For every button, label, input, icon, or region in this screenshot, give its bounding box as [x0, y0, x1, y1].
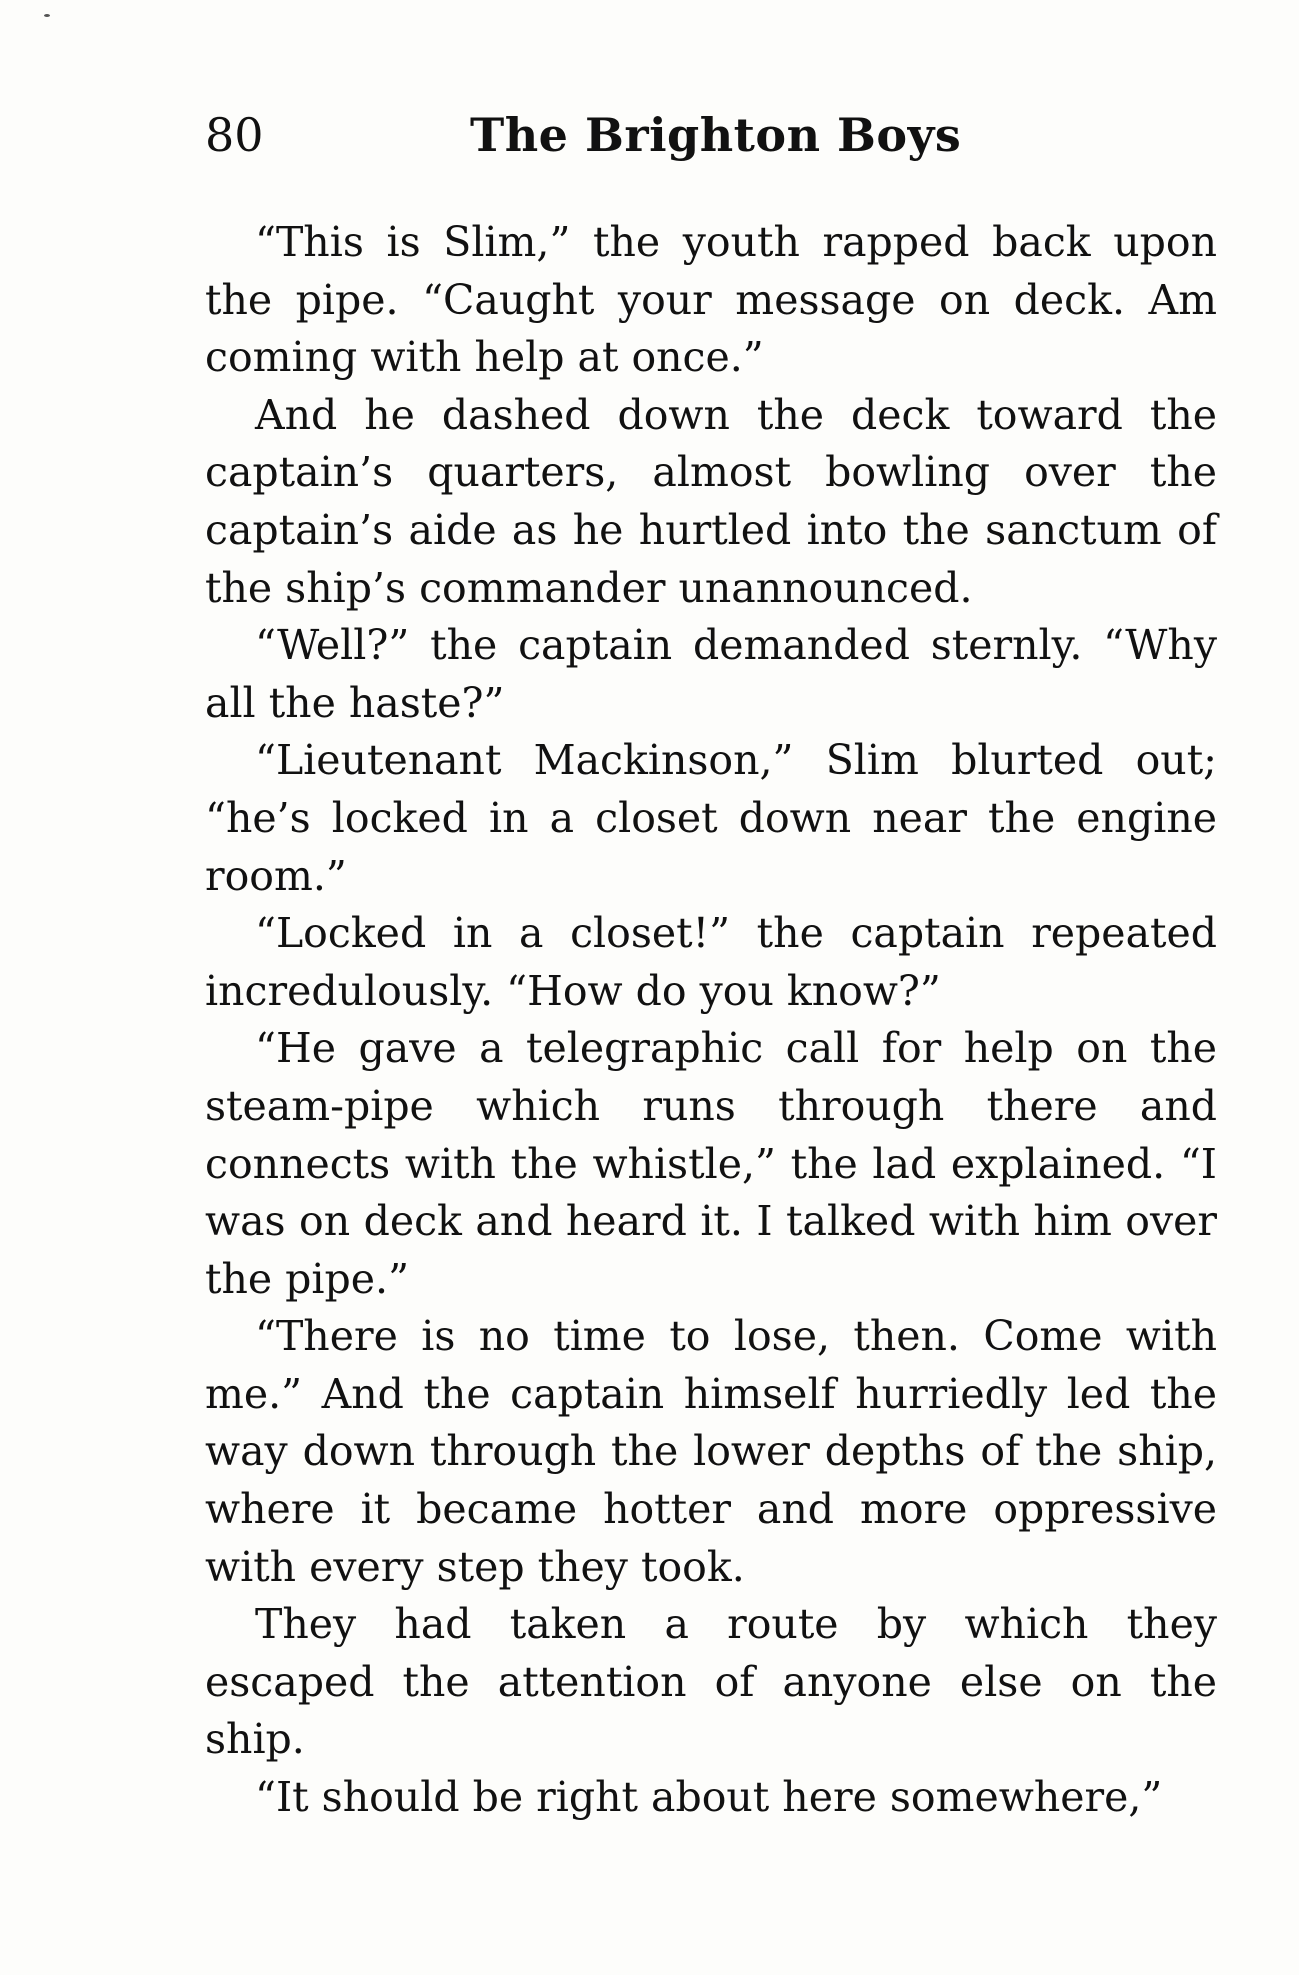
paragraph: And he dashed down the deck toward the captain’s quarters, almost bowling over the captain’s aide as he hurtled into the sanctum of the ship’s commander unannounced.: [205, 390, 1217, 612]
paragraph: “Well?” the captain demanded sternly. “Why all the haste?”: [205, 621, 1217, 727]
paragraph: They had taken a route by which they escaped the attention of anyone else on the ship.: [205, 1600, 1217, 1764]
paragraph: “There is no time to lose, then. Come with me.” And the captain himself hurriedly led the way down through the lower depths of the ship, where it became hotter and more oppressive with every step they took.: [205, 1312, 1217, 1591]
page-header: [205, 100, 1205, 170]
paragraph: “Lieutenant Mackinson,” Slim blurted out; “he’s locked in a closet down near the engine room.”: [205, 736, 1217, 900]
paragraph: “This is Slim,” the youth rapped back upon the pipe. “Caught your message on deck. Am coming with help at once.”: [205, 218, 1217, 382]
paragraph: “Locked in a closet!” the captain repeated incredulously. “How do you know?”: [205, 909, 1217, 1015]
page-number: 80: [205, 108, 264, 162]
paragraph: “It should be right about here somewhere,”: [255, 1773, 1163, 1822]
running-title: The Brighton Boys: [470, 108, 962, 162]
paragraph: “He gave a telegraphic call for help on the steam-pipe which runs through there and connects with the whistle,” the lad explained. “I was on deck and heard it. I talked with him over the pipe.”: [205, 1024, 1217, 1303]
body-text: [205, 214, 1217, 1827]
print-speck: [44, 14, 50, 17]
